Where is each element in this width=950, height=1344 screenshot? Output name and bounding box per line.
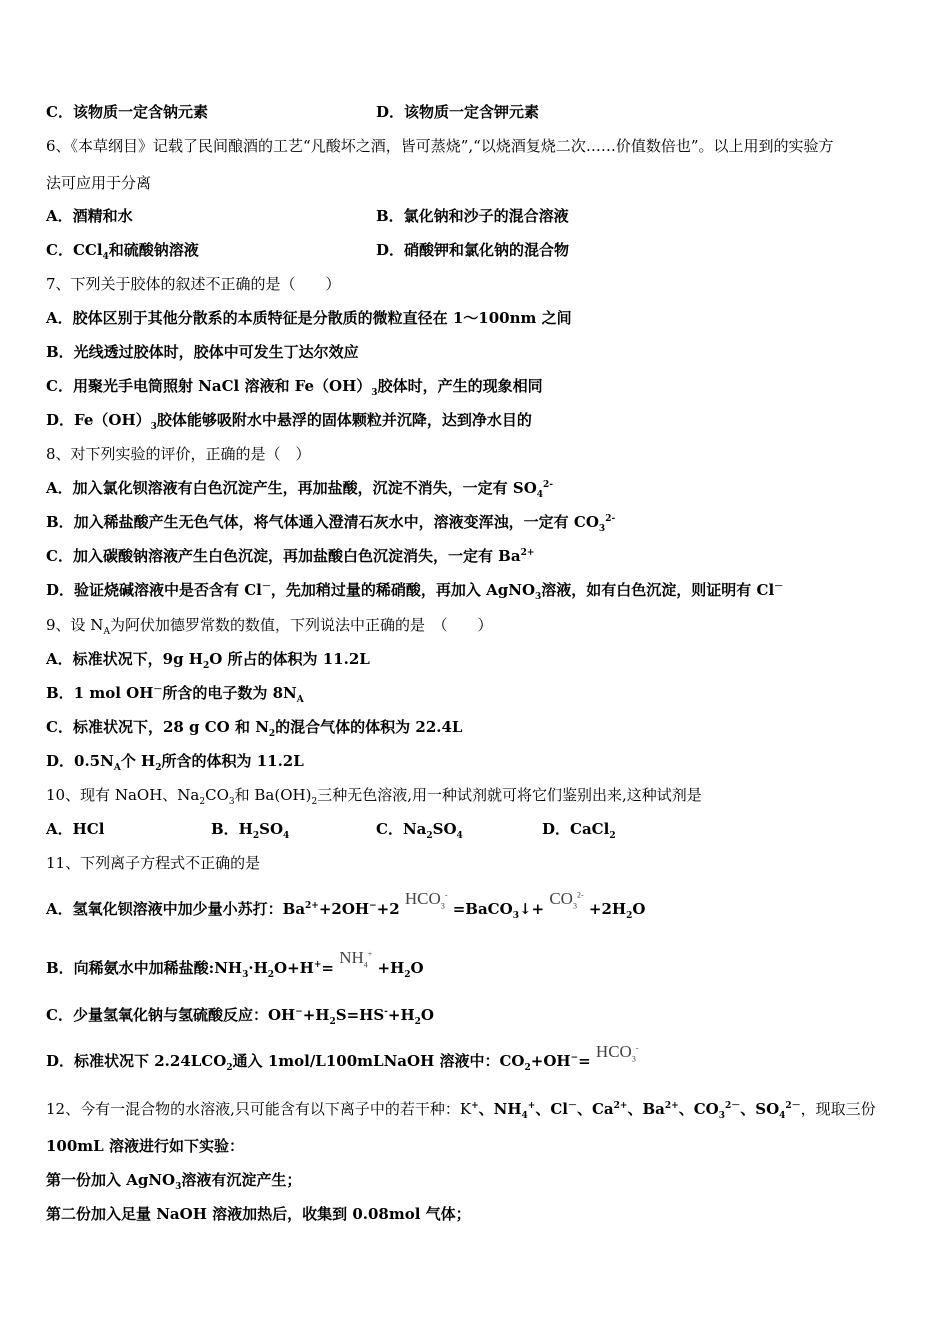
q6-option-a: A．酒精和水 bbox=[46, 207, 133, 225]
ammonium-formula-image: $NH_4^+$ bbox=[339, 948, 373, 970]
q8-stem: 8、对下列实验的评价，正确的是（ ） bbox=[46, 445, 311, 463]
q6-option-b: B．氯化钠和沙子的混合溶液 bbox=[376, 207, 569, 225]
q6-stem-line1: 6、《本草纲目》记载了民间酿酒的工艺“凡酸坏之酒，皆可蒸烧”,“以烧酒复烧二次……价值数倍也”。以上用到的实验方 bbox=[46, 137, 834, 155]
q12-stem-line1: 12、今有一混合物的水溶液,只可能含有以下离子中的若干种：K+、$NH_4^+$、Cl－、$Ca^{2+}$、$Ba^{2+}$、$CO_3^{2-}$、$SO_4^{2-}$，现取三份 bbox=[46, 1100, 876, 1121]
q7-stem: 7、下列关于胶体的叙述不正确的是（ ） bbox=[46, 275, 341, 293]
q6-option-d: D．硝酸钾和氯化钠的混合物 bbox=[376, 241, 570, 259]
q7-option-c: C．用聚光手电筒照射 NaCl 溶液和 $Fe(OH)_3$胶体时，产生的现象相同 bbox=[46, 377, 543, 398]
q8-option-a: A．加入氯化钡溶液有白色沉淀产生，再加盐酸，沉淀不消失，一定有 $SO_4^{2-}$ bbox=[46, 479, 554, 500]
q6-options-row2 bbox=[46, 240, 570, 262]
bicarbonate-formula-image: $HCO_3^-$ bbox=[595, 1042, 639, 1064]
q7-option-d: D．$Fe(OH)_3$胶体能够吸附水中悬浮的固体颗粒并沉降，达到净水目的 bbox=[46, 411, 532, 432]
q11-stem: 11、下列离子方程式不正确的是 bbox=[46, 854, 261, 872]
q10-stem: 10、现有 NaOH、$Na_2CO_3$和 $Ba(OH)_2$三种无色溶液,用一种试剂就可将它们鉴别出来,这种试剂是 bbox=[46, 786, 702, 807]
q12-stem-line2: 100mL 溶液进行如下实验： bbox=[46, 1137, 244, 1155]
q7-option-a: A．胶体区别于其他分散系的本质特征是分散质的微粒直径在 1～100nm 之间 bbox=[46, 309, 572, 327]
q7-option-b: B．光线透过胶体时，胶体中可发生丁达尔效应 bbox=[46, 343, 359, 361]
q5-options-row bbox=[46, 102, 540, 122]
q11-option-c: C．少量氢氧化钠与氢硫酸反应：$OH^-+H_2S=HS^-+H_2O$ bbox=[46, 1006, 434, 1027]
q6-option-c: C．CCl$_4$和硫酸钠溶液 bbox=[46, 241, 199, 262]
q8-option-c: C．加入碳酸钠溶液产生白色沉淀，再加盐酸白色沉淀消失，一定有 $Ba^{2+}$ bbox=[46, 547, 535, 565]
q10-option-b: B．$H_2SO_4$ bbox=[211, 820, 290, 841]
q9-option-d: D．$0.5N_A$个 $H_2$所含的体积为 11.2L bbox=[46, 752, 304, 773]
q11-option-b: B．向稀氨水中加稀盐酸$:NH_3\cdot H_2O+H^+= NH_4^+ +H_2O$ bbox=[46, 948, 424, 980]
q11-option-d: D．标准状况下 $2.24LCO_2$通入 1mol/L100mLNaOH 溶液中：$CO_2+OH^-= HCO_3^-$ bbox=[46, 1042, 639, 1073]
q10-option-a: A．HCl bbox=[46, 820, 105, 838]
q10-options-row bbox=[46, 819, 616, 841]
q6-stem-line2: 法可应用于分离 bbox=[46, 174, 152, 192]
q8-option-d: D．验证烧碱溶液中是否含有 Cl－，先加稍过量的稀硝酸，再加入 AgNO$_3$溶液，如有白色沉淀，则证明有 Cl－ bbox=[46, 581, 784, 602]
q5-option-d: D．该物质一定含钾元素 bbox=[376, 103, 540, 121]
q9-option-b: B．1 mol OH－所含的电子数为 $8N_A$ bbox=[46, 684, 304, 705]
bicarbonate-formula-image: $HCO_3^-$ bbox=[404, 889, 448, 911]
q6-options-row1 bbox=[46, 206, 569, 226]
q11-option-a: A．氢氧化钡溶液中加少量小苏打：$Ba^{2+}+2OH^-+2$ $HCO_3^-$ =BaCO$_3$↓+ $CO_3^{2-} +2H_2O$ bbox=[46, 889, 646, 921]
q12-experiment-1: 第一份加入 AgNO$_3$溶液有沉淀产生； bbox=[46, 1171, 302, 1192]
q5-option-c: C．该物质一定含钠元素 bbox=[46, 103, 208, 121]
q10-option-d: D．CaCl$_2$ bbox=[542, 820, 616, 841]
q9-stem: 9、设 $N_A$为阿伏加德罗常数的数值，下列说法中正确的是 （ ） bbox=[46, 616, 493, 637]
q9-option-a: A．标准状况下，9g $H_2O$ 所占的体积为 11.2L bbox=[46, 650, 370, 671]
carbonate-formula-image: $CO_3^{2-}$ bbox=[549, 889, 584, 911]
q12-experiment-2: 第二份加入足量 NaOH 溶液加热后，收集到 0.08mol 气体； bbox=[46, 1205, 471, 1223]
q10-option-c: C．$Na_2SO_4$ bbox=[376, 820, 463, 841]
q8-option-b: B．加入稀盐酸产生无色气体，将气体通入澄清石灰水中，溶液变浑浊，一定有 $CO_3^{2-}$ bbox=[46, 513, 616, 534]
q9-option-c: C．标准状况下，28 g CO 和 $N_2$的混合气体的体积为 22.4L bbox=[46, 718, 463, 739]
